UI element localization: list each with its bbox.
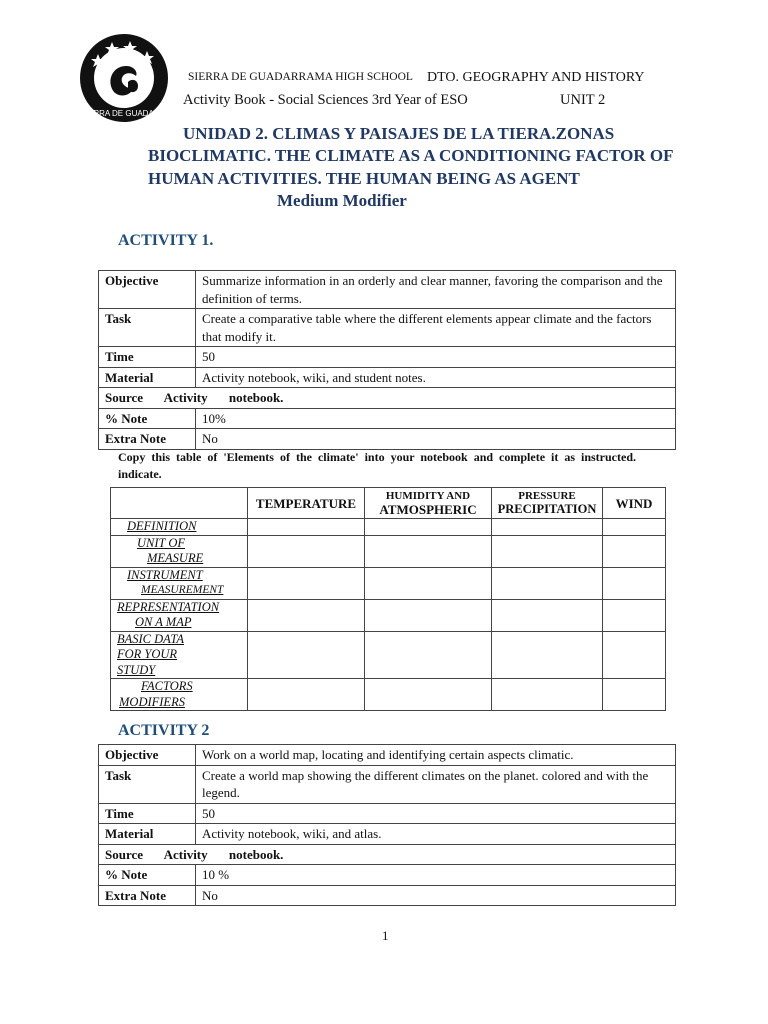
table-row xyxy=(99,885,676,906)
unit-label: UNIT 2 xyxy=(560,92,606,108)
table-cell xyxy=(365,567,492,599)
row-label: % Note xyxy=(99,865,196,886)
row-label: % Note xyxy=(99,408,196,429)
table-row xyxy=(99,745,676,766)
table-cell xyxy=(603,535,666,567)
row-header: INSTRUMENT MEASUREMENT xyxy=(111,567,248,599)
row-label: Extra Note xyxy=(99,885,196,906)
table-row xyxy=(99,271,676,309)
table-row xyxy=(99,824,676,845)
table-row xyxy=(111,599,666,631)
row-label: Extra Note xyxy=(99,429,196,450)
table-cell xyxy=(492,631,603,679)
row-header: UNIT OF MEASURE xyxy=(111,535,248,567)
table-row xyxy=(99,408,676,429)
title-line-4: Medium Modifier xyxy=(277,191,407,210)
table-row xyxy=(99,803,676,824)
table-cell xyxy=(365,631,492,679)
title-line-2: BIOCLIMATIC. THE CLIMATE AS A CONDITIONING FACTOR OF xyxy=(148,146,674,165)
column-header: HUMIDITY AND ATMOSPHERIC xyxy=(365,488,492,519)
table-cell xyxy=(365,599,492,631)
row-header: FACTORS MODIFIERS xyxy=(111,679,248,711)
corner-cell xyxy=(111,488,248,519)
row-label: Material xyxy=(99,367,196,388)
row-value: Summarize information in an orderly and clear manner, favoring the comparison and the definition of terms. xyxy=(196,271,676,309)
row-header: DEFINITION xyxy=(111,519,248,536)
row-label: Time xyxy=(99,347,196,368)
row-value: No xyxy=(196,885,676,906)
activity-2-heading: ACTIVITY 2 xyxy=(118,722,210,739)
table-cell xyxy=(492,535,603,567)
column-header: TEMPERATURE xyxy=(248,488,365,519)
table-cell xyxy=(603,519,666,536)
instruction-text: Copy this table of 'Elements of the climate' into your notebook and complete it as instructed. xyxy=(118,450,636,464)
table-cell xyxy=(603,679,666,711)
instruction-text-continued: indicate. xyxy=(118,467,162,481)
source-row xyxy=(99,388,676,409)
logo-text: IES SIERRA DE GUADARRAMA xyxy=(65,109,183,118)
table-row xyxy=(99,347,676,368)
table-cell xyxy=(603,631,666,679)
row-label: Task xyxy=(99,309,196,347)
book-title: Activity Book - Social Sciences 3rd Year of ESO xyxy=(183,92,468,108)
row-label: Task xyxy=(99,765,196,803)
table-cell xyxy=(365,519,492,536)
table-cell xyxy=(492,679,603,711)
climate-elements-table xyxy=(110,487,666,711)
table-row xyxy=(111,679,666,711)
row-label: Objective xyxy=(99,271,196,309)
row-value: No xyxy=(196,429,676,450)
page-number: 1 xyxy=(382,928,389,943)
table-row xyxy=(99,765,676,803)
row-value: Work on a world map, locating and identifying certain aspects climatic. xyxy=(196,745,676,766)
row-label: Objective xyxy=(99,745,196,766)
table-header-row xyxy=(111,488,666,519)
table-row xyxy=(111,631,666,679)
row-value: 10% xyxy=(196,408,676,429)
table-cell xyxy=(248,567,365,599)
row-value: Create a world map showing the different climates on the planet. colored and with the legend. xyxy=(196,765,676,803)
column-header: PRESSURE PRECIPITATION xyxy=(492,488,603,519)
table-row xyxy=(99,429,676,450)
row-label: Source xyxy=(105,846,144,862)
activity-1-info-table xyxy=(98,270,676,450)
table-cell xyxy=(603,567,666,599)
table-cell xyxy=(248,599,365,631)
row-value: Create a comparative table where the different elements appear climate and the factors that modify it. xyxy=(196,309,676,347)
table-row xyxy=(99,309,676,347)
table-row xyxy=(99,865,676,886)
table-row xyxy=(111,519,666,536)
school-logo xyxy=(65,32,183,124)
table-cell xyxy=(492,519,603,536)
row-value: 50 xyxy=(196,347,676,368)
table-cell xyxy=(603,599,666,631)
row-label: Source xyxy=(105,390,144,405)
row-label: Time xyxy=(99,803,196,824)
table-cell xyxy=(248,679,365,711)
activity-1-heading: ACTIVITY 1. xyxy=(118,232,214,249)
row-value: Activity notebook, wiki, and student notes. xyxy=(196,367,676,388)
table-cell xyxy=(492,599,603,631)
table-cell xyxy=(248,535,365,567)
row-header: REPRESENTATION ON A MAP xyxy=(111,599,248,631)
table-cell xyxy=(365,535,492,567)
column-header: WIND xyxy=(603,488,666,519)
table-cell xyxy=(492,567,603,599)
table-cell xyxy=(248,631,365,679)
table-row xyxy=(111,535,666,567)
table-cell xyxy=(248,519,365,536)
table-row xyxy=(99,844,676,865)
row-header: BASIC DATA FOR YOUR STUDY xyxy=(111,631,248,679)
row-value: 10 % xyxy=(196,865,676,886)
table-row xyxy=(99,388,676,409)
table-cell xyxy=(365,679,492,711)
department-name: DTO. GEOGRAPHY AND HISTORY xyxy=(427,70,645,85)
row-label: Material xyxy=(99,824,196,845)
row-value: Activity notebook, wiki, and atlas. xyxy=(196,824,676,845)
title-line-1: UNIDAD 2. CLIMAS Y PAISAJES DE LA TIERA.ZONAS xyxy=(183,124,615,143)
source-row xyxy=(99,844,676,865)
row-value: Activity notebook. xyxy=(163,846,284,862)
school-name: SIERRA DE GUADARRAMA HIGH SCHOOL xyxy=(188,71,413,83)
row-value: 50 xyxy=(196,803,676,824)
table-row xyxy=(99,367,676,388)
activity-2-info-table xyxy=(98,744,676,906)
row-value: Activity notebook. xyxy=(163,390,284,405)
table-row xyxy=(111,567,666,599)
title-line-3: HUMAN ACTIVITIES. THE HUMAN BEING AS AGENT xyxy=(148,169,580,188)
